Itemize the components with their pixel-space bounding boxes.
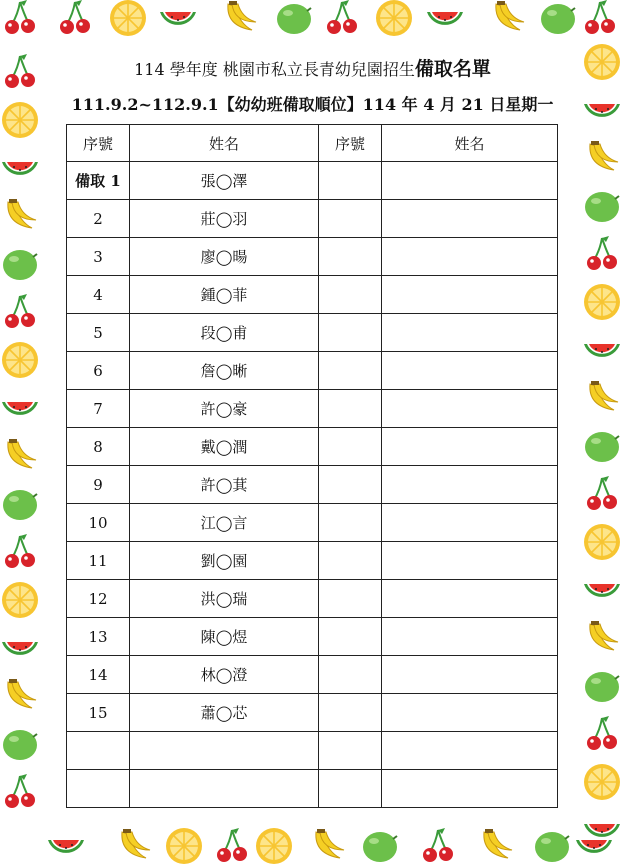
table-row bbox=[67, 580, 558, 618]
table-row bbox=[67, 238, 558, 276]
row-name-right bbox=[382, 238, 558, 276]
cherry-icon bbox=[582, 714, 622, 754]
row-name bbox=[130, 770, 319, 808]
watermelon-icon bbox=[0, 388, 40, 428]
table-row bbox=[67, 504, 558, 542]
row-number: 8 bbox=[67, 428, 130, 466]
table-row bbox=[67, 314, 558, 352]
row-number: 4 bbox=[67, 276, 130, 314]
row-name: 陳◯煜 bbox=[130, 618, 319, 656]
row-number: 14 bbox=[67, 656, 130, 694]
row-number-right bbox=[319, 542, 382, 580]
lime-icon bbox=[532, 826, 572, 866]
row-number bbox=[67, 732, 130, 770]
header-name-right: 姓名 bbox=[382, 125, 558, 162]
lemon-icon bbox=[164, 826, 204, 866]
table-row bbox=[67, 732, 558, 770]
row-number: 3 bbox=[67, 238, 130, 276]
title-prefix: 114 學年度 桃園市私立長青幼兒園招生 bbox=[134, 60, 415, 79]
lime-icon bbox=[360, 826, 400, 866]
lime-icon bbox=[582, 186, 622, 226]
row-name bbox=[130, 732, 319, 770]
watermelon-icon bbox=[46, 826, 86, 866]
row-number-right bbox=[319, 200, 382, 238]
row-name-right bbox=[382, 314, 558, 352]
watermelon-icon bbox=[158, 0, 198, 38]
watermelon-icon bbox=[0, 148, 40, 188]
row-number-right bbox=[319, 390, 382, 428]
banana-icon bbox=[0, 196, 40, 236]
row-name-right bbox=[382, 352, 558, 390]
row-number-right bbox=[319, 314, 382, 352]
row-number: 2 bbox=[67, 200, 130, 238]
page-title bbox=[0, 54, 625, 81]
row-number: 5 bbox=[67, 314, 130, 352]
lemon-icon bbox=[0, 580, 40, 620]
banana-icon bbox=[0, 676, 40, 716]
row-number-right bbox=[319, 618, 382, 656]
lemon-icon bbox=[582, 282, 622, 322]
row-number bbox=[67, 770, 130, 808]
row-number-right bbox=[319, 656, 382, 694]
row-name: 詹◯晰 bbox=[130, 352, 319, 390]
watermelon-icon bbox=[425, 0, 465, 38]
lime-icon bbox=[0, 244, 40, 284]
lemon-icon bbox=[374, 0, 414, 38]
header-number-right: 序號 bbox=[319, 125, 382, 162]
table-row bbox=[67, 770, 558, 808]
row-name-right bbox=[382, 770, 558, 808]
lime-icon bbox=[582, 666, 622, 706]
row-name: 許◯萁 bbox=[130, 466, 319, 504]
table-row bbox=[67, 352, 558, 390]
row-number: 15 bbox=[67, 694, 130, 732]
lime-icon bbox=[0, 484, 40, 524]
table-row bbox=[67, 200, 558, 238]
row-name: 林◯澄 bbox=[130, 656, 319, 694]
table-header-row bbox=[67, 125, 558, 162]
row-number: 11 bbox=[67, 542, 130, 580]
row-name-right bbox=[382, 656, 558, 694]
table-row bbox=[67, 542, 558, 580]
lemon-icon bbox=[254, 826, 294, 866]
row-number: 備取 1 bbox=[67, 162, 130, 200]
table-row bbox=[67, 276, 558, 314]
row-name-right bbox=[382, 390, 558, 428]
lime-icon bbox=[538, 0, 578, 38]
row-name-right bbox=[382, 732, 558, 770]
row-name: 戴◯潤 bbox=[130, 428, 319, 466]
cherry-icon bbox=[212, 826, 252, 866]
row-number-right bbox=[319, 276, 382, 314]
row-number-right bbox=[319, 580, 382, 618]
table-row bbox=[67, 618, 558, 656]
row-name-right bbox=[382, 428, 558, 466]
lemon-icon bbox=[582, 522, 622, 562]
row-number-right bbox=[319, 694, 382, 732]
banana-icon bbox=[220, 0, 260, 38]
cherry-icon bbox=[55, 0, 95, 38]
banana-icon bbox=[488, 0, 528, 38]
cherry-icon bbox=[418, 826, 458, 866]
row-name: 江◯言 bbox=[130, 504, 319, 542]
table-row bbox=[67, 390, 558, 428]
row-number: 10 bbox=[67, 504, 130, 542]
header-number-left: 序號 bbox=[67, 125, 130, 162]
banana-icon bbox=[582, 378, 622, 418]
row-name-right bbox=[382, 466, 558, 504]
lemon-icon bbox=[108, 0, 148, 38]
row-name: 張◯澤 bbox=[130, 162, 319, 200]
row-number-right bbox=[319, 732, 382, 770]
table-row bbox=[67, 466, 558, 504]
row-number: 13 bbox=[67, 618, 130, 656]
cherry-icon bbox=[582, 234, 622, 274]
banana-icon bbox=[476, 826, 516, 866]
row-number-right bbox=[319, 504, 382, 542]
watermelon-icon bbox=[582, 570, 622, 610]
row-number: 9 bbox=[67, 466, 130, 504]
cherry-icon bbox=[582, 474, 622, 514]
row-name: 鍾◯菲 bbox=[130, 276, 319, 314]
row-name: 許◯豪 bbox=[130, 390, 319, 428]
row-name-right bbox=[382, 162, 558, 200]
lime-icon bbox=[274, 0, 314, 38]
cherry-icon bbox=[322, 0, 362, 38]
row-number-right bbox=[319, 238, 382, 276]
cherry-icon bbox=[0, 532, 40, 572]
watermelon-icon bbox=[582, 330, 622, 370]
banana-icon bbox=[582, 138, 622, 178]
row-number: 12 bbox=[67, 580, 130, 618]
row-name: 廖◯暘 bbox=[130, 238, 319, 276]
row-name-right bbox=[382, 618, 558, 656]
header-name-left: 姓名 bbox=[130, 125, 319, 162]
cherry-icon bbox=[0, 0, 40, 38]
lime-icon bbox=[0, 724, 40, 764]
row-number: 7 bbox=[67, 390, 130, 428]
row-number-right bbox=[319, 162, 382, 200]
banana-icon bbox=[114, 826, 154, 866]
table-row bbox=[67, 694, 558, 732]
row-name-right bbox=[382, 694, 558, 732]
row-name: 洪◯瑞 bbox=[130, 580, 319, 618]
row-number-right bbox=[319, 466, 382, 504]
row-number-right bbox=[319, 428, 382, 466]
row-number-right bbox=[319, 352, 382, 390]
cherry-icon bbox=[0, 292, 40, 332]
watermelon-icon bbox=[0, 628, 40, 668]
row-name: 劉◯園 bbox=[130, 542, 319, 580]
banana-icon bbox=[582, 618, 622, 658]
cherry-icon bbox=[0, 772, 40, 812]
row-name-right bbox=[382, 276, 558, 314]
row-number-right bbox=[319, 770, 382, 808]
cherry-icon bbox=[580, 0, 620, 38]
lime-icon bbox=[582, 426, 622, 466]
watermelon-icon bbox=[582, 810, 622, 850]
row-name-right bbox=[382, 580, 558, 618]
row-name: 莊◯羽 bbox=[130, 200, 319, 238]
row-name-right bbox=[382, 504, 558, 542]
row-name: 段◯甫 bbox=[130, 314, 319, 352]
row-number: 6 bbox=[67, 352, 130, 390]
waitlist-table bbox=[66, 124, 558, 808]
row-name: 蕭◯芯 bbox=[130, 694, 319, 732]
lemon-icon bbox=[0, 340, 40, 380]
banana-icon bbox=[308, 826, 348, 866]
row-name-right bbox=[382, 542, 558, 580]
lemon-icon bbox=[582, 762, 622, 802]
row-name-right bbox=[382, 200, 558, 238]
table-row bbox=[67, 656, 558, 694]
banana-icon bbox=[0, 436, 40, 476]
title-emphasis: 備取名單 bbox=[414, 58, 491, 80]
page-subtitle: 111.9.2~112.9.1【幼幼班備取順位】114 年 4 月 21 日星期一 bbox=[71, 95, 554, 114]
table-row bbox=[67, 428, 558, 466]
table-row bbox=[67, 162, 558, 200]
